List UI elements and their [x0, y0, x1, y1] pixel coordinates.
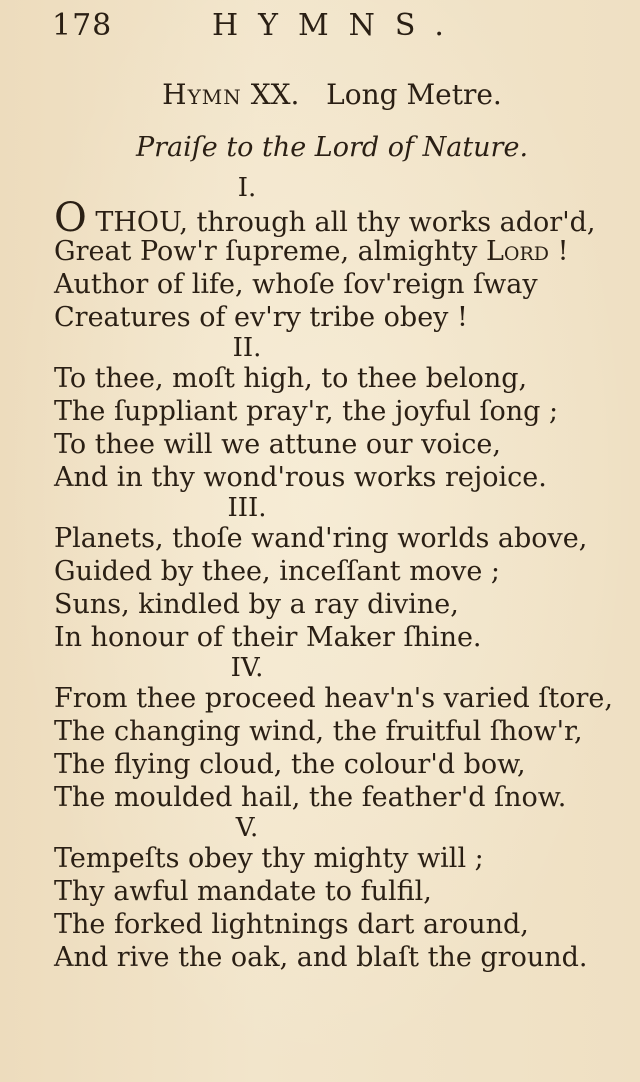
- verse-line: The forked lightnings dart around,: [54, 909, 529, 940]
- page-number: 178: [52, 8, 113, 43]
- verse-line: In honour of their Maker ſhine.: [54, 622, 482, 653]
- verse-line: Thy awful mandate to fulfil,: [54, 876, 432, 907]
- drop-cap: O: [54, 195, 87, 241]
- stanza-numeral: I.: [237, 173, 257, 203]
- verse-line: To thee, moſt high, to thee belong,: [54, 363, 528, 394]
- verse-line: Tempeſts obey thy mighty will ;: [54, 843, 484, 874]
- hymn-number: XX.: [250, 78, 300, 111]
- hymn-subtitle: Praiſe to the Lord of Nature.: [135, 132, 529, 163]
- running-title: HYMNS.: [212, 8, 464, 43]
- verse-line-text: Great Pow'r ſupreme, almighty: [54, 236, 486, 267]
- verse-line: The ſuppliant pray'r, the joyful ſong ;: [54, 396, 559, 427]
- verse-line: From thee proceed heav'n's varied ſtore,: [54, 683, 613, 714]
- verse-line: The moulded hail, the feather'd ſnow.: [54, 782, 567, 813]
- verse-line: To thee will we attune our voice,: [54, 429, 501, 460]
- verse-line: [54, 235, 640, 268]
- verse-line: And in thy wond'rous works rejoice.: [54, 462, 547, 493]
- verse-line: Suns, kindled by a ray divine,: [54, 589, 459, 620]
- verse-line: And rive the oak, and blaſt the ground.: [54, 942, 588, 973]
- running-head: [52, 8, 612, 48]
- verse-line-punctuation: !: [549, 236, 569, 267]
- verse-line-text: THOU, through all thy works ador'd,: [86, 207, 596, 238]
- hymn-metre: Long Metre.: [326, 78, 502, 111]
- hymn-label: Hymn: [162, 78, 242, 111]
- verse-line: [54, 195, 640, 241]
- verse-line: Planets, thoſe wand'ring worlds above,: [54, 523, 588, 554]
- verse-line: Author of life, whoſe ſov'reign ſway: [54, 269, 538, 300]
- verse-line: Guided by thee, inceſſant move ;: [54, 556, 501, 587]
- verse-line: Creatures of ev'ry tribe obey !: [54, 302, 468, 333]
- stanza-numeral: V.: [235, 813, 259, 843]
- verse-line: The flying cloud, the colour'd bow,: [54, 749, 526, 780]
- stanza-numeral: III.: [227, 493, 267, 523]
- stanza-numeral: IV.: [230, 653, 264, 683]
- hymn-heading: [0, 78, 640, 111]
- lord-small-caps: Lord: [485, 236, 550, 267]
- stanza-numeral: II.: [232, 333, 262, 363]
- hymn-verses: [54, 174, 640, 974]
- verse-line: The changing wind, the fruitful ſhow'r,: [54, 716, 583, 747]
